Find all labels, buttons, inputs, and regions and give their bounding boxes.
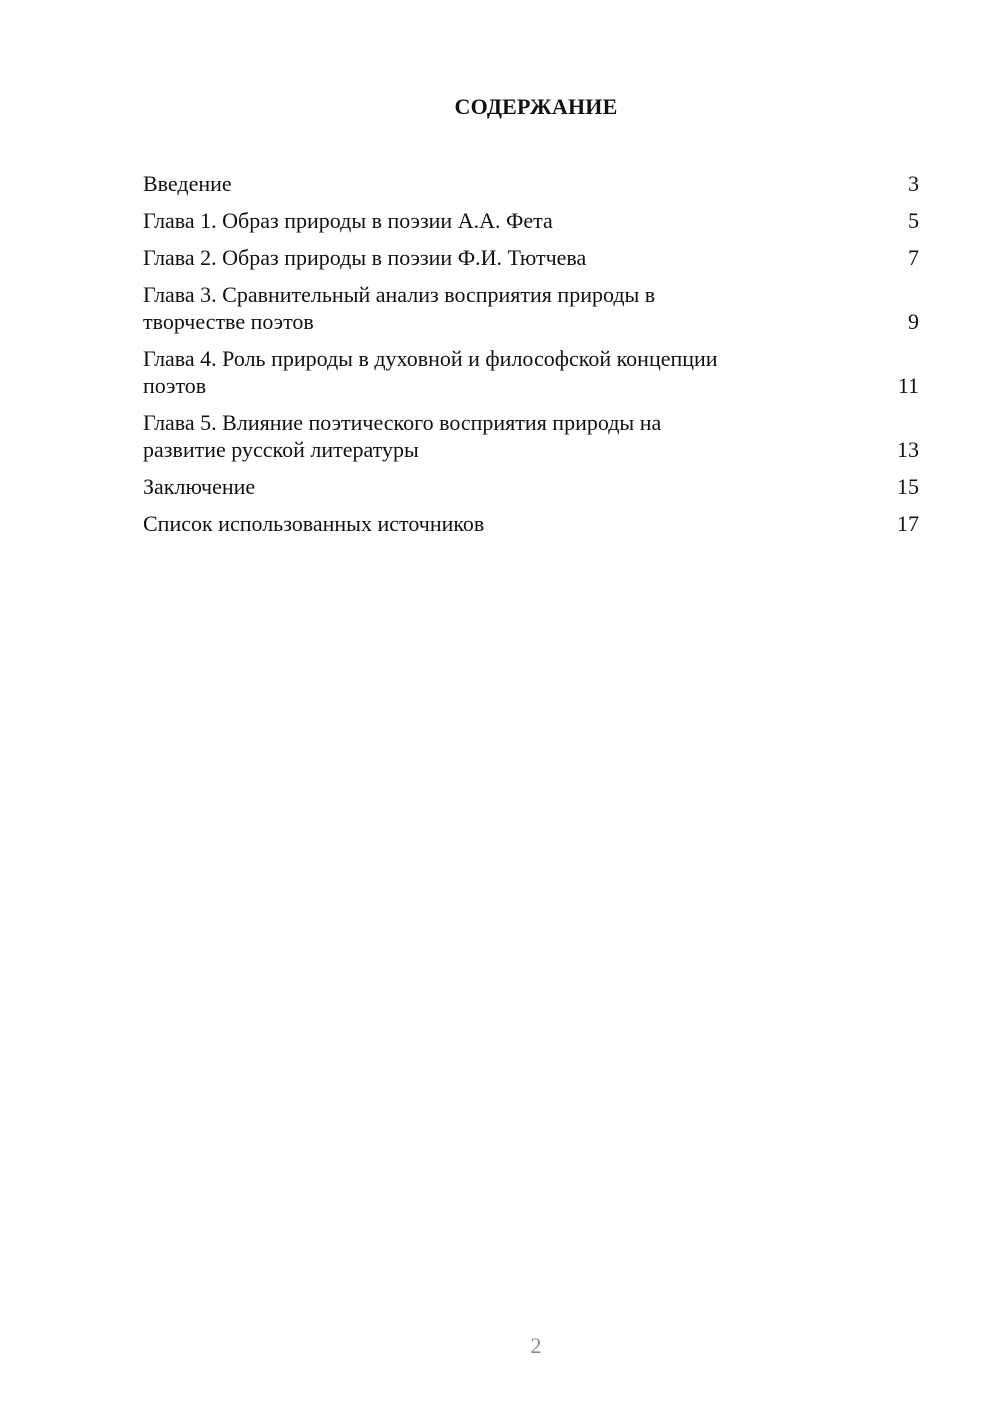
toc-entry-chapter-3[interactable] <box>143 281 919 335</box>
toc-entry-references[interactable] <box>143 510 919 537</box>
toc-entry-page: 13 <box>897 437 919 462</box>
toc-entry-page: 17 <box>897 511 919 536</box>
toc-entry-text: Заключение <box>143 474 256 499</box>
toc-entry-chapter-4[interactable] <box>143 345 919 399</box>
toc-entry-page: 3 <box>908 171 919 196</box>
page-number: 2 <box>530 1333 542 1358</box>
toc-entry-text: Глава 4. Роль природы в духовной и философской концепции поэтов <box>143 346 718 398</box>
toc-entry-text: Введение <box>143 171 232 196</box>
toc-entry-chapter-1[interactable] <box>143 207 919 234</box>
toc-entry-page: 15 <box>897 474 919 499</box>
toc-entry-chapter-2[interactable] <box>143 244 919 271</box>
toc-entry-page: 5 <box>908 208 919 233</box>
toc-entry-text: Глава 2. Образ природы в поэзии Ф.И. Тютчева <box>143 245 587 270</box>
toc-entry-introduction[interactable] <box>143 170 919 197</box>
toc-entry-page: 7 <box>908 245 919 270</box>
toc-entry-chapter-5[interactable] <box>143 409 919 463</box>
toc-entry-text: Список использованных источников <box>143 511 485 536</box>
toc-entry-conclusion[interactable] <box>143 473 919 500</box>
toc-entry-page: 11 <box>897 373 919 398</box>
toc-entry-text: Глава 1. Образ природы в поэзии А.А. Фета <box>143 208 553 233</box>
toc-title: СОДЕРЖАНИЕ <box>454 94 618 119</box>
table-of-contents <box>143 170 919 547</box>
toc-entry-page: 9 <box>908 309 919 334</box>
toc-entry-text: Глава 3. Сравнительный анализ восприятия природы в творчестве поэтов <box>143 282 656 334</box>
toc-entry-text: Глава 5. Влияние поэтического восприятия природы на развитие русской литературы <box>143 410 662 462</box>
